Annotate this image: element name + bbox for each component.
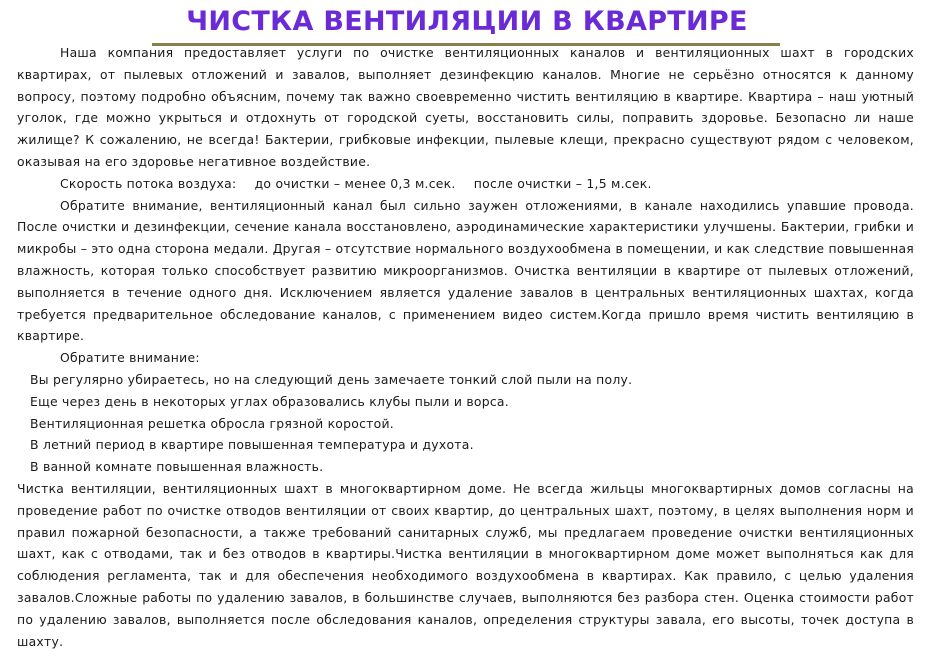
page-title: ЧИСТКА ВЕНТИЛЯЦИИ В КВАРТИРЕ [186,6,748,37]
air-speed-line [17,173,914,195]
sign-item: Еще через день в некоторых углах образовались клубы пыли и ворса. [30,393,509,409]
sign-item: В ванной комнате повышенная влажность. [30,459,324,475]
attention-paragraph: Обратите внимание, вентиляционный канал был сильно заужен отложениями, в канале находились упавшие провода. После очистки и дезинфекции, сечение канала восстановлено, аэродинамические характеристики улучшены. Бактерии, грибки и микробы – это одна сторона медали. Другая – отсутствие нормального воздухообмена в помещении, и как следствие повышенная влажность, которая только способствует развитию микроорганизмов. Очистка вентиляции в квартире от пылевых отложений, выполняется в течение одного дня. Исключением является удаление завалов в центральных вентиляционных шахтах, когда требуется предварительное обследование каналов, с применением видео систем.Когда пришло время чистить вентиляцию в квартире. [17,197,914,344]
air-speed-label: Скорость потока воздуха: [60,175,237,191]
air-speed-before: до очистки – менее 0,3 м.сек. [254,175,456,191]
note-heading: Обратите внимание: [60,350,200,366]
intro-paragraph: Наша компания предоставляет услуги по очистке вентиляционных каналов и вентиляционных шахт в городских квартирах, от пылевых отложений и завалов, выполняет дезинфекцию каналов. Многие не серьёзно относятся к данному вопросу, поэтому подробно объясним, почему так важно своевременно чистить вентиляцию в квартире. Квартира – наш уютный уголок, где можно укрыться и отдохнуть от городской суеты, восстановить силы, поправить здоровье. Безопасно ли наше жилище? К сожалению, не всегда! Бактерии, грибковые инфекции, пылевые клещи, прекрасно существуют рядом с человеком, оказывая на его здоровье негативное воздействие. [17,45,914,169]
sign-item: Вентиляционная решетка обросла грязной коростой. [30,415,394,431]
article-body [17,42,914,652]
air-speed-after: после очистки – 1,5 м.сек. [473,175,652,191]
sign-item: В летний период в квартире повышенная температура и духота. [30,437,474,453]
closing-paragraph: Чистка вентиляции, вентиляционных шахт в многоквартирном доме. Не всегда жильцы многоквартирных домов согласны на проведение работ по очистке отводов вентиляции от своих квартир, до центральных шахт, поэтому, в целях выполнения норм и правил пожарной безопасности, а также требований санитарных служб, мы предлагаем проведение очистки вентиляционных шахт, как с отводами, так и без отводов в квартиры.Чистка вентиляции в многоквартирном доме может выполняться как для соблюдения регламента, так и для обеспечения необходимого воздухообмена в квартирах. Как правило, с целью удаления завалов.Сложные работы по удалению завалов, в большинстве случаев, выполняются без разбора стен. Оценка стоимости работ по удалению завалов, выполняется после обследования каналов, определения структуры завала, его высоты, точек доступа в шахту. [17,480,914,649]
sign-item: Вы регулярно убираетесь, но на следующий день замечаете тонкий слой пыли на полу. [30,371,633,387]
